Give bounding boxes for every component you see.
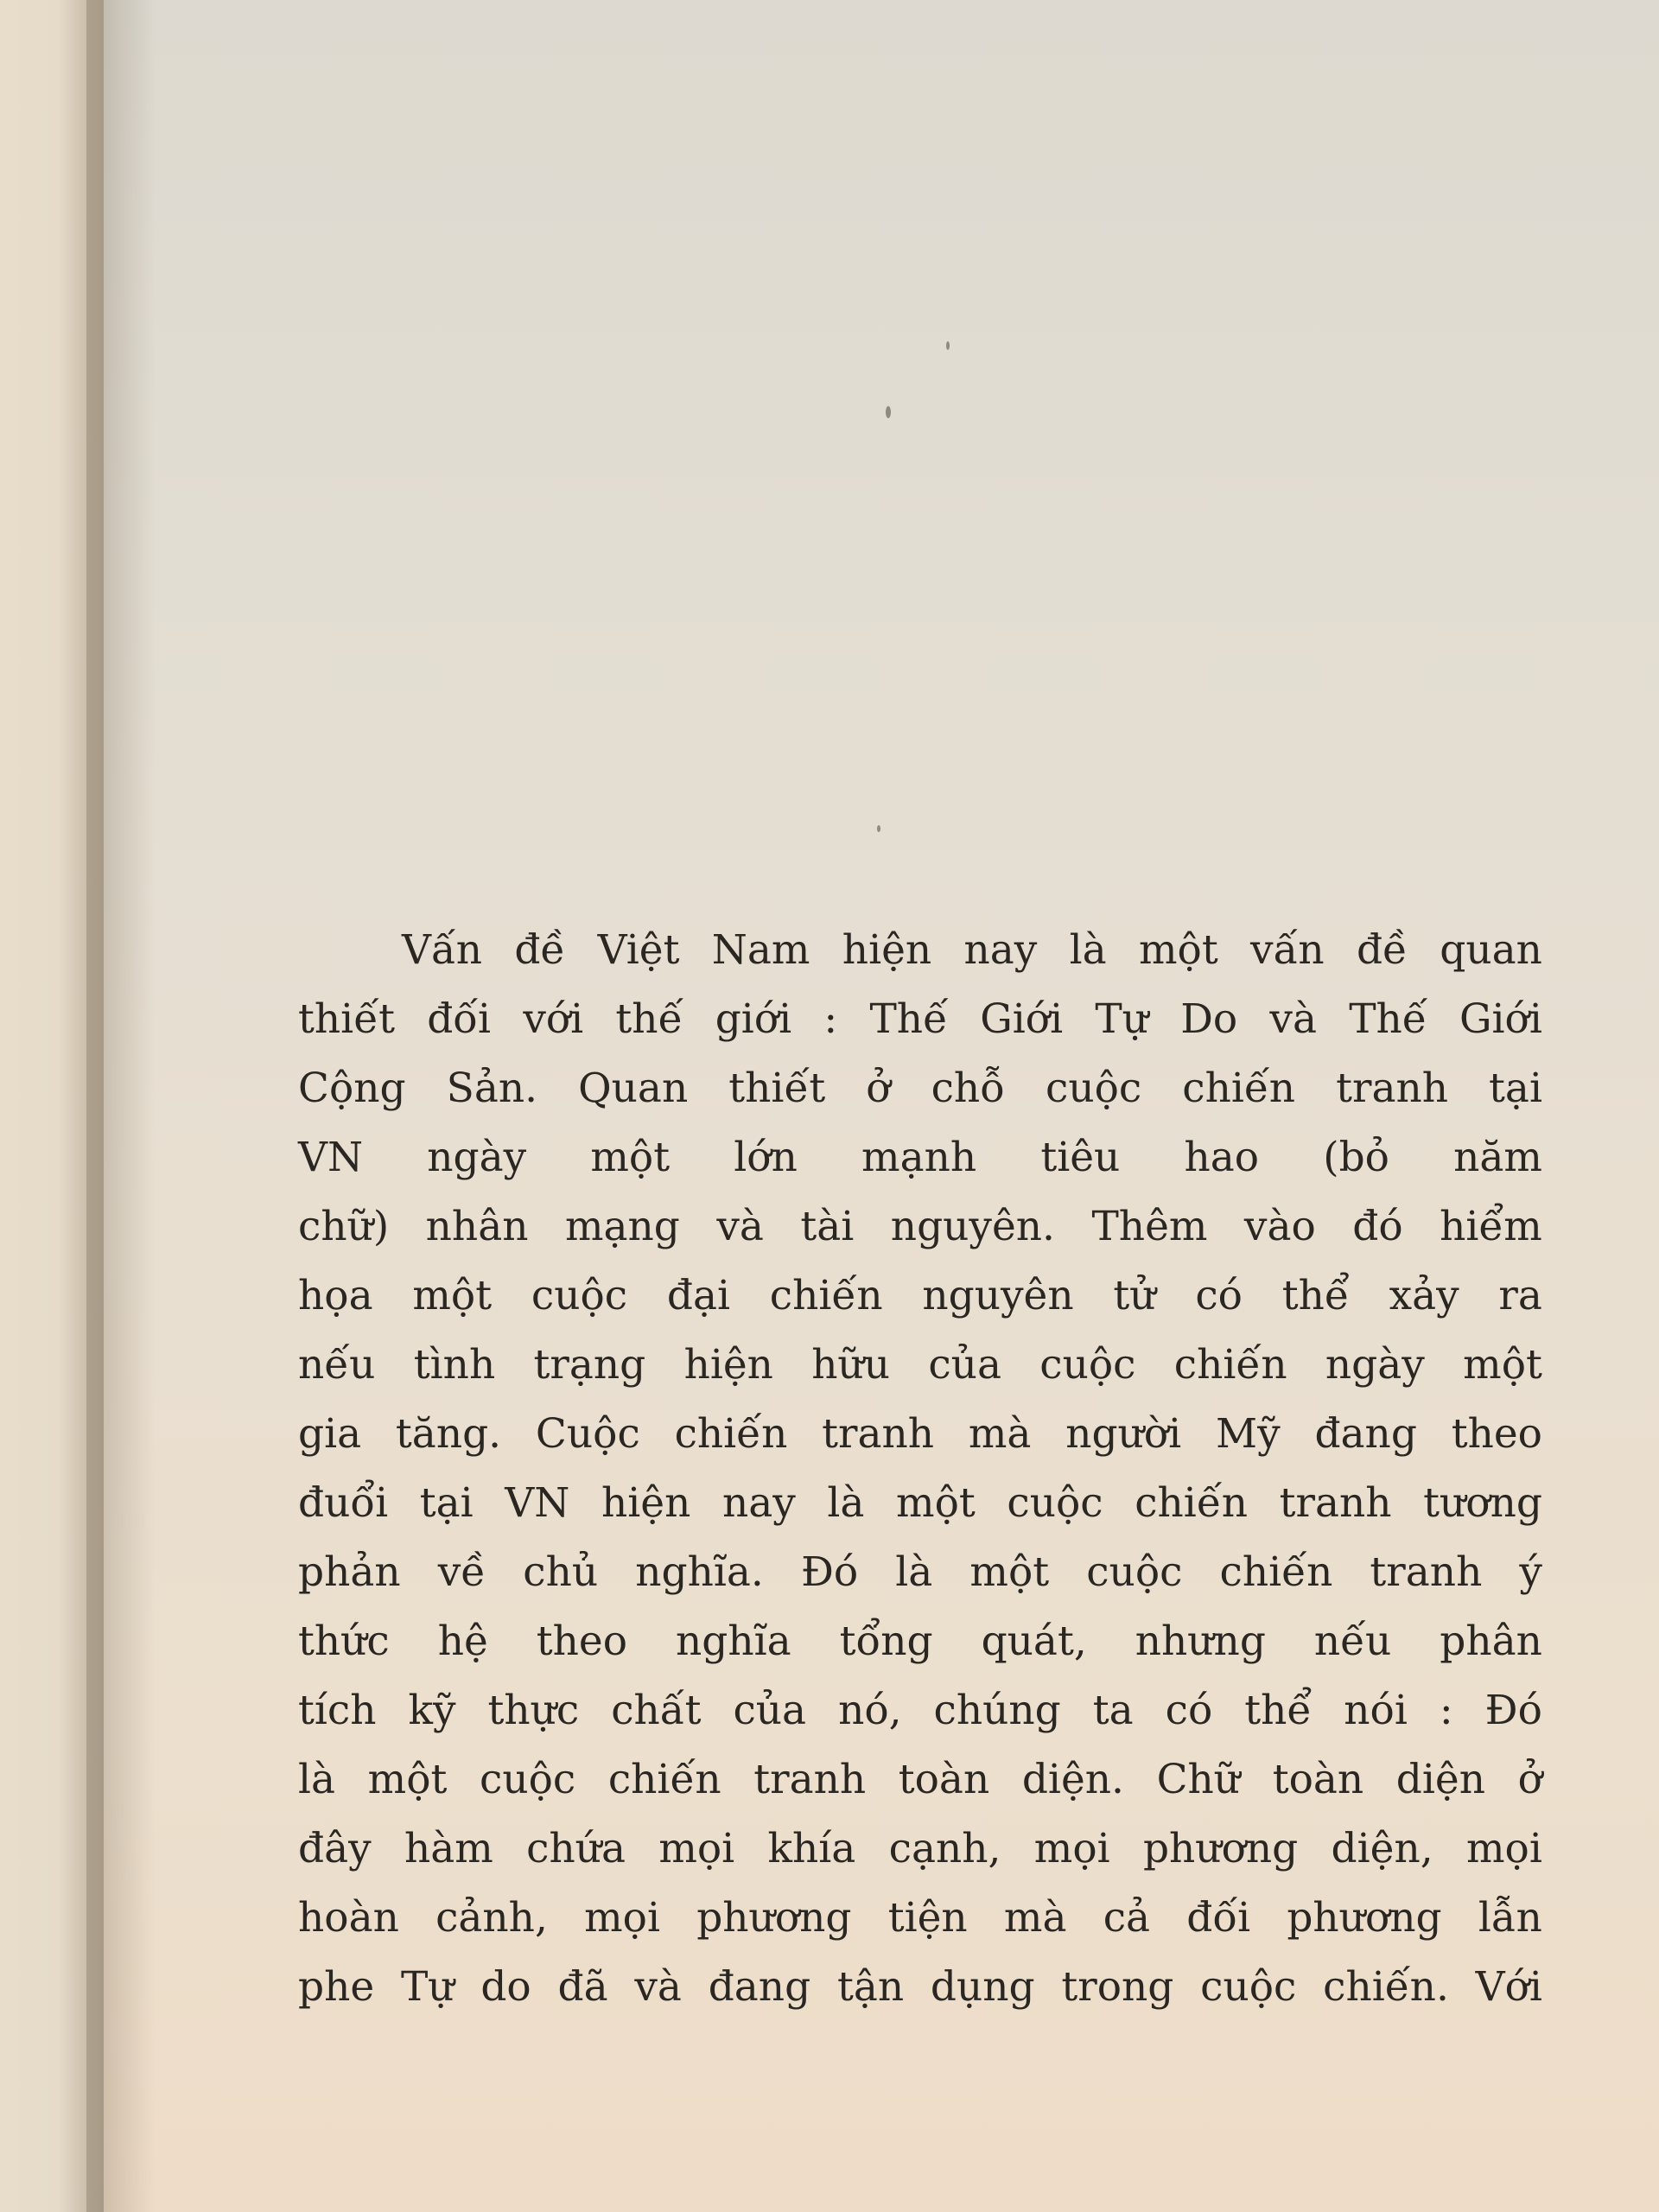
paragraph-word: là: [1069, 926, 1107, 974]
paragraph-word: Vấn: [402, 926, 483, 974]
paragraph-word: theo: [536, 1618, 628, 1665]
paragraph-word: nhưng: [1135, 1618, 1266, 1665]
paragraph-word: chiến.: [1323, 1963, 1449, 2011]
paragraph-word: (bỏ: [1323, 1134, 1389, 1181]
paragraph-line: [298, 1538, 1542, 1607]
paragraph-word: mà: [968, 1410, 1032, 1458]
paragraph-word: một: [896, 1479, 976, 1527]
paragraph-word: ra: [1498, 1272, 1542, 1319]
paragraph-word: Giới: [980, 995, 1064, 1043]
paragraph-line: [298, 985, 1542, 1054]
paragraph-word: hao: [1184, 1134, 1260, 1181]
paragraph-word: tình: [413, 1341, 496, 1389]
paragraph-word: cuộc: [1200, 1963, 1297, 2011]
paragraph-word: Tự: [400, 1963, 454, 2011]
paragraph-word: nhân: [425, 1203, 529, 1250]
paragraph-word: với: [523, 995, 584, 1043]
paragraph-word: Mỹ: [1215, 1410, 1281, 1458]
paragraph-word: ở: [1517, 1756, 1542, 1803]
paragraph-word: nghĩa: [675, 1618, 791, 1665]
paragraph-word: tại: [1489, 1065, 1542, 1112]
paragraph-word: của: [733, 1687, 807, 1734]
paragraph-word: chất: [611, 1687, 702, 1734]
paragraph-word: đó: [1352, 1203, 1403, 1250]
paragraph-word: Đó: [1484, 1687, 1542, 1734]
paragraph-word: :: [1439, 1687, 1453, 1734]
paragraph-word: tương: [1423, 1479, 1542, 1527]
paragraph-word: mạng: [564, 1203, 680, 1250]
paragraph-word: thể: [1244, 1687, 1313, 1734]
paragraph-word: một: [1138, 926, 1218, 974]
paragraph-word: phân: [1440, 1618, 1542, 1665]
paragraph-word: nghĩa.: [635, 1548, 764, 1596]
paragraph-word: một: [412, 1272, 493, 1319]
paragraph-word: phương: [1287, 1894, 1442, 1942]
paragraph-word: Thế: [869, 995, 948, 1043]
paragraph-word: đề: [1356, 926, 1408, 974]
paragraph-word: diện.: [1021, 1756, 1124, 1803]
paragraph-word: phản: [298, 1548, 401, 1596]
paragraph-word: Nam: [711, 926, 810, 974]
paragraph-word: mọi: [1465, 1825, 1542, 1872]
paragraph-word: diện,: [1331, 1825, 1433, 1872]
paragraph-line: [298, 1953, 1542, 2022]
paper-speck: [886, 406, 891, 418]
paragraph-word: khía: [767, 1825, 856, 1872]
paragraph-word: cuộc: [1086, 1548, 1183, 1596]
paragraph-word: cuộc: [1046, 1065, 1142, 1112]
paragraph-word: vào: [1243, 1203, 1316, 1250]
paragraph-word: lớn: [734, 1134, 798, 1181]
paragraph-word: Quan: [578, 1065, 689, 1112]
body-paragraph: [298, 916, 1542, 2022]
paragraph-word: Sản.: [446, 1065, 538, 1112]
paragraph-line: [298, 1262, 1542, 1331]
paragraph-word: mạnh: [861, 1134, 977, 1181]
paragraph-word: gia: [298, 1410, 362, 1458]
paragraph-word: đã: [557, 1963, 608, 2011]
paragraph-line: [298, 1745, 1542, 1815]
paragraph-word: hữu: [811, 1341, 891, 1389]
paragraph-word: tài: [800, 1203, 855, 1250]
paragraph-word: Chữ: [1156, 1756, 1241, 1803]
paragraph-word: ta: [1092, 1687, 1134, 1734]
paragraph-word: năm: [1453, 1134, 1542, 1181]
paragraph-word: chiến: [607, 1756, 721, 1803]
paragraph-word: kỹ: [408, 1687, 456, 1734]
paragraph-line: [298, 1815, 1542, 1884]
paragraph-line: [298, 1400, 1542, 1469]
paragraph-word: đây: [298, 1825, 372, 1872]
paragraph-word: người: [1065, 1410, 1182, 1458]
paragraph-word: theo: [1451, 1410, 1542, 1458]
paragraph-word: chiến: [1182, 1065, 1296, 1112]
paragraph-word: tiện: [887, 1894, 968, 1942]
paragraph-word: Tự: [1095, 995, 1148, 1043]
paragraph-word: tăng.: [395, 1410, 502, 1458]
paragraph-word: Đó: [800, 1548, 859, 1596]
paragraph-word: tích: [298, 1687, 377, 1734]
paragraph-word: một: [969, 1548, 1050, 1596]
paragraph-word: giới: [715, 995, 792, 1043]
paragraph-word: VN: [505, 1479, 570, 1527]
paragraph-word: xảy: [1389, 1272, 1459, 1319]
paragraph-word: một: [367, 1756, 448, 1803]
paragraph-word: phe: [298, 1963, 375, 2011]
paragraph-word: Việt: [597, 926, 680, 974]
paragraph-word: thiết: [728, 1065, 826, 1112]
paragraph-word: Với: [1475, 1963, 1542, 2011]
paragraph-word: và: [1269, 995, 1317, 1043]
paragraph-word: Thêm: [1091, 1203, 1208, 1250]
paragraph-word: nói: [1344, 1687, 1408, 1734]
paragraph-word: ở: [866, 1065, 891, 1112]
paragraph-word: thực: [487, 1687, 580, 1734]
paper-speck: [877, 825, 880, 832]
paragraph-word: nguyên: [922, 1272, 1074, 1319]
paragraph-word: nếu: [1313, 1618, 1392, 1665]
paragraph-word: là: [895, 1548, 933, 1596]
paragraph-word: mọi: [584, 1894, 660, 1942]
paragraph-word: hệ: [437, 1618, 488, 1665]
paragraph-word: đối: [427, 995, 492, 1043]
paragraph-line: [298, 1884, 1542, 1953]
paragraph-word: chiến: [1135, 1479, 1249, 1527]
paragraph-word: quát,: [981, 1618, 1087, 1665]
paragraph-word: tranh: [1279, 1479, 1392, 1527]
paragraph-word: cuộc: [1007, 1479, 1103, 1527]
paragraph-word: hiểm: [1440, 1203, 1542, 1250]
gutter-shadow: [86, 0, 156, 2212]
paragraph-word: cuộc: [1039, 1341, 1136, 1389]
paragraph-word: tranh: [1336, 1065, 1449, 1112]
paragraph-word: đề: [514, 926, 566, 974]
paragraph-word: toàn: [1272, 1756, 1364, 1803]
paragraph-word: chứa: [526, 1825, 626, 1872]
paragraph-line: [298, 1607, 1542, 1676]
paragraph-word: của: [928, 1341, 1001, 1389]
paragraph-word: một: [590, 1134, 671, 1181]
paragraph-word: thế: [615, 995, 683, 1043]
paragraph-line: [298, 1192, 1542, 1262]
paragraph-word: đang: [708, 1963, 811, 2011]
paragraph-word: dụng: [930, 1963, 1035, 2011]
paragraph-word: chỗ: [931, 1065, 1005, 1112]
paragraph-word: thức: [298, 1618, 390, 1665]
paragraph-word: hoàn: [298, 1894, 399, 1942]
paragraph-word: chúng: [933, 1687, 1061, 1734]
paragraph-word: chữ): [298, 1203, 390, 1250]
paragraph-word: là: [298, 1756, 336, 1803]
paragraph-word: hiện: [601, 1479, 691, 1527]
paragraph-word: thể: [1281, 1272, 1350, 1319]
paragraph-word: cả: [1103, 1894, 1151, 1942]
paragraph-word: quan: [1440, 926, 1542, 974]
paragraph-word: Giới: [1459, 995, 1542, 1043]
paragraph-word: Do: [1180, 995, 1238, 1043]
paragraph-word: thiết: [298, 995, 395, 1043]
paragraph-word: tử: [1113, 1272, 1156, 1319]
paragraph-word: đang: [1314, 1410, 1417, 1458]
paragraph-word: ý: [1519, 1548, 1542, 1596]
paragraph-word: trong: [1061, 1963, 1174, 2011]
paragraph-word: cảnh,: [435, 1894, 548, 1942]
paragraph-word: Cuộc: [535, 1410, 640, 1458]
paragraph-word: đối: [1186, 1894, 1251, 1942]
paragraph-word: về: [437, 1548, 486, 1596]
paragraph-line: [298, 1331, 1542, 1400]
paragraph-word: hàm: [404, 1825, 493, 1872]
paragraph-word: cuộc: [480, 1756, 576, 1803]
paragraph-word: mọi: [1033, 1825, 1110, 1872]
paragraph-line: [298, 1123, 1542, 1192]
paragraph-word: phương: [696, 1894, 852, 1942]
paragraph-word: hiện: [842, 926, 932, 974]
paragraph-word: do: [480, 1963, 531, 2011]
paragraph-word: diện: [1395, 1756, 1485, 1803]
paragraph-word: một: [1463, 1341, 1542, 1389]
paragraph-word: tranh: [753, 1756, 867, 1803]
paragraph-word: có: [1195, 1272, 1243, 1319]
paragraph-word: cuộc: [531, 1272, 628, 1319]
paragraph-word: hiện: [683, 1341, 773, 1389]
paragraph-word: đuổi: [298, 1479, 389, 1527]
paragraph-word: tận: [836, 1963, 905, 2011]
paragraph-line: [298, 1676, 1542, 1745]
paragraph-word: ngày: [427, 1134, 527, 1181]
paragraph-word: có: [1165, 1687, 1213, 1734]
paragraph-word: là: [827, 1479, 865, 1527]
paragraph-word: nó,: [838, 1687, 902, 1734]
paragraph-line: [298, 1054, 1542, 1123]
paragraph-word: nguyên.: [890, 1203, 1055, 1250]
paper-speck: [946, 341, 950, 350]
paragraph-word: Cộng: [298, 1065, 406, 1112]
paragraph-word: tổng: [839, 1618, 933, 1665]
paragraph-word: mọi: [658, 1825, 735, 1872]
paragraph-word: toàn: [898, 1756, 990, 1803]
paragraph-word: nếu: [298, 1341, 376, 1389]
paragraph-word: Thế: [1349, 995, 1427, 1043]
paragraph-word: nay: [963, 926, 1038, 974]
paragraph-word: lẫn: [1478, 1894, 1542, 1942]
paragraph-word: tranh: [1370, 1548, 1483, 1596]
paragraph-word: tranh: [822, 1410, 935, 1458]
paragraph-word: ngày: [1325, 1341, 1425, 1389]
paragraph-word: chiến: [674, 1410, 788, 1458]
paragraph-word: VN: [298, 1134, 364, 1181]
paragraph-word: nay: [721, 1479, 796, 1527]
paragraph-line: [298, 1469, 1542, 1538]
paragraph-word: chủ: [523, 1548, 599, 1596]
paragraph-word: mà: [1003, 1894, 1067, 1942]
paragraph-word: cạnh,: [888, 1825, 1001, 1872]
paragraph-word: chiến: [1219, 1548, 1333, 1596]
paragraph-word: đại: [666, 1272, 731, 1319]
paragraph-word: trạng: [533, 1341, 646, 1389]
paragraph-word: và: [634, 1963, 682, 2011]
paragraph-word: và: [716, 1203, 764, 1250]
paragraph-word: :: [823, 995, 838, 1043]
paragraph-word: chiến: [1173, 1341, 1287, 1389]
paragraph-word: vấn: [1250, 926, 1325, 974]
paragraph-word: chiến: [769, 1272, 883, 1319]
paragraph-word: phương: [1142, 1825, 1299, 1872]
paragraph-line: [298, 916, 1542, 985]
paragraph-word: tại: [419, 1479, 474, 1527]
paragraph-word: tiêu: [1040, 1134, 1121, 1181]
paragraph-word: họa: [298, 1272, 373, 1319]
